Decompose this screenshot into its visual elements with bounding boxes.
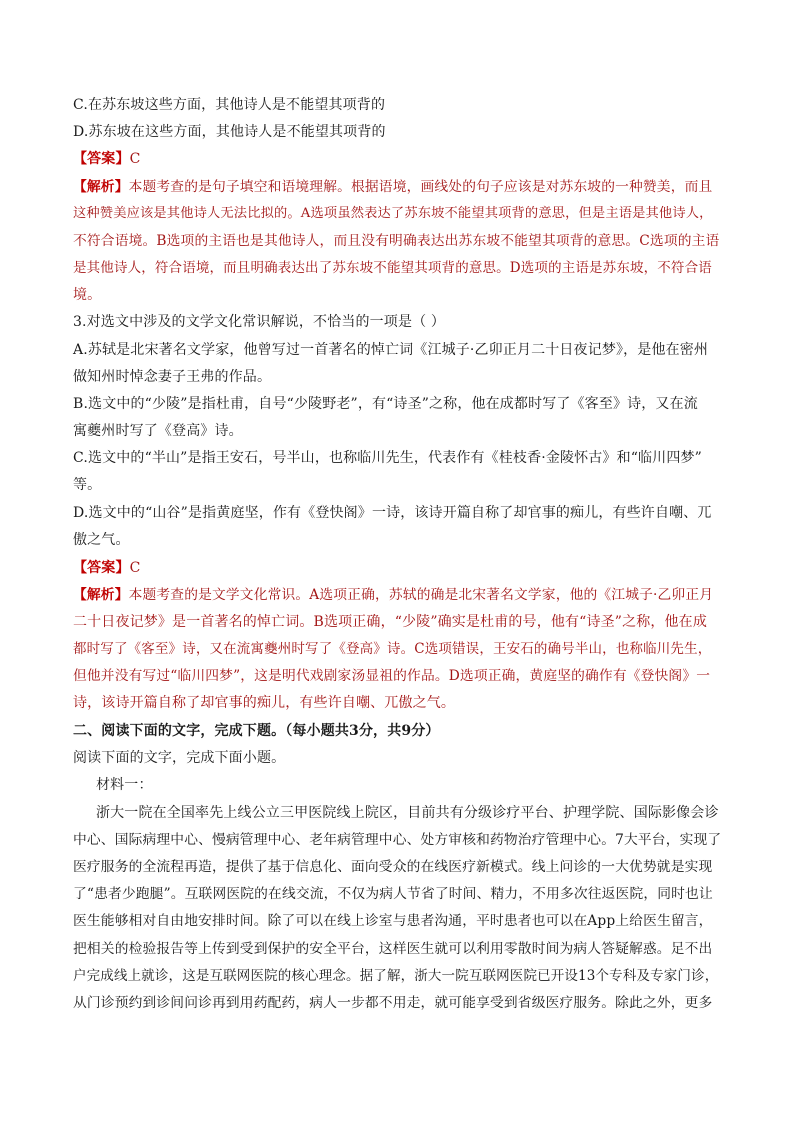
analysis-line: 【解析】本题考查的是句子填空和语境理解。根据语境，画线处的句子应该是对苏东坡的一种赞美，而且 bbox=[73, 179, 713, 195]
answer-value: C bbox=[129, 151, 141, 167]
material-label: 材料一： bbox=[96, 777, 153, 793]
option-a-line: 做知州时悼念妻子王弗的作品。 bbox=[73, 369, 272, 385]
passage-line: 把相关的检验报告等上传到受到保护的安全平台，这样医生就可以利用零散时间为病人答疑解惑。足不出 bbox=[73, 941, 713, 957]
option-d-line: D.苏东坡在这些方面，其他诗人是不能望其项背的 bbox=[73, 124, 386, 140]
analysis-line: 都时写了《客至》诗，又在流寓夔州时写了《登高》诗。C选项错误，王安石的确号半山，也称临川先生， bbox=[73, 641, 712, 657]
analysis-line: 二十日夜记梦》是一首著名的悼亡词。B选项正确，“少陵”确实是杜甫的号，他有“诗圣”之称，他在成 bbox=[73, 614, 707, 630]
section-heading: 二、阅读下面的文字，完成下题。（每小题共3分，共9分） bbox=[73, 723, 440, 739]
question-3: 3.对选文中涉及的文学文化常识解说，不恰当的一项是（ ） bbox=[73, 314, 446, 330]
option-d-line: 傲之气。 bbox=[73, 532, 130, 548]
passage-line: 浙大一院在全国率先上线公立三甲医院线上院区，目前共有分级诊疗平台、护理学院、国际影像会诊 bbox=[96, 805, 719, 821]
option-b-line: 寓夔州时写了《登高》诗。 bbox=[73, 423, 243, 439]
answer-value: C bbox=[129, 560, 141, 576]
analysis-line: 诗，该诗开篇自称了却官事的痴儿，有些许自嘲、兀傲之气。 bbox=[73, 695, 456, 711]
answer-line bbox=[73, 558, 140, 578]
option-a-line: A.苏轼是北宋著名文学家，他曾写过一首著名的悼亡词《江城子·乙卯正月二十日夜记梦》，是他在密州 bbox=[73, 342, 709, 358]
answer-line bbox=[73, 149, 140, 169]
option-b-line: B.选文中的“少陵”是指杜甫，自号“少陵野老”，有“诗圣”之称，他在成都时写了《客至》诗，又在流 bbox=[73, 396, 698, 412]
analysis-line: 境。 bbox=[73, 287, 102, 303]
option-c-line: C.选文中的“半山”是指王安石，号半山，也称临川先生，代表作有《桂枝香·金陵怀古》和“临川四梦” bbox=[73, 450, 702, 466]
instruction-line: 阅读下面的文字，完成下面小题。 bbox=[73, 750, 286, 766]
analysis-tag: 【解析】 bbox=[73, 179, 129, 195]
option-c-line: C.在苏东坡这些方面，其他诗人是不能望其项背的 bbox=[73, 97, 386, 113]
analysis-line: 这种赞美应该是其他诗人无法比拟的。A选项虽然表达了苏东坡不能望其项背的意思，但是主语是其他诗人， bbox=[73, 206, 713, 221]
passage-line: 户完成线上就诊，这是互联网医院的核心理念。据了解，浙大一院互联网医院已开设13个专科及专家门诊， bbox=[73, 968, 719, 984]
passage-line: 医生能够相对自由地安排时间。除了可以在线上诊室与患者沟通，平时患者也可以在App上给医生留言， bbox=[73, 913, 713, 929]
analysis-line: 但他并没有写过“临川四梦”，这是明代戏剧家汤显祖的作品。D选项正确，黄庭坚的确作有《登快阁》一 bbox=[73, 668, 711, 684]
analysis-line: 不符合语境。B选项的主语也是其他诗人，而且没有明确表达出苏东坡不能望其项背的意思。C选项的主语 bbox=[73, 233, 720, 249]
answer-tag: 【答案】 bbox=[73, 560, 130, 576]
passage-line: 从门诊预约到诊间问诊再到用药配药，病人一步都不用走，就可能享受到省级医疗服务。除此之外，更多 bbox=[73, 995, 713, 1011]
analysis-line: 【解析】本题考查的是文学文化常识。A选项正确，苏轼的确是北宋著名文学家，他的《江城子·乙卯正月 bbox=[73, 587, 714, 603]
passage-line: 了“患者少跑腿”。互联网医院的在线交流，不仅为病人节省了时间、精力，不用多次往返医院，同时也让 bbox=[73, 886, 713, 902]
answer-tag: 【答案】 bbox=[73, 151, 130, 167]
passage-line: 医疗服务的全流程再造，提供了基于信息化、面向受众的在线医疗新模式。线上问诊的一大优势就是实现 bbox=[73, 859, 713, 875]
analysis-tag: 【解析】 bbox=[73, 587, 129, 603]
analysis-line: 是其他诗人，符合语境，而且明确表达出了苏东坡不能望其项背的意思。D选项的主语是苏东坡，不符合语 bbox=[73, 260, 712, 276]
passage-line: 中心、国际病理中心、慢病管理中心、老年病管理中心、处方审核和药物治疗管理中心。7大平台，实现了 bbox=[73, 832, 722, 848]
option-c-line: 等。 bbox=[73, 477, 102, 493]
option-d-line: D.选文中的“山谷”是指黄庭坚，作有《登快阁》一诗，该诗开篇自称了却官事的痴儿，有些许自嘲、兀 bbox=[73, 505, 712, 521]
